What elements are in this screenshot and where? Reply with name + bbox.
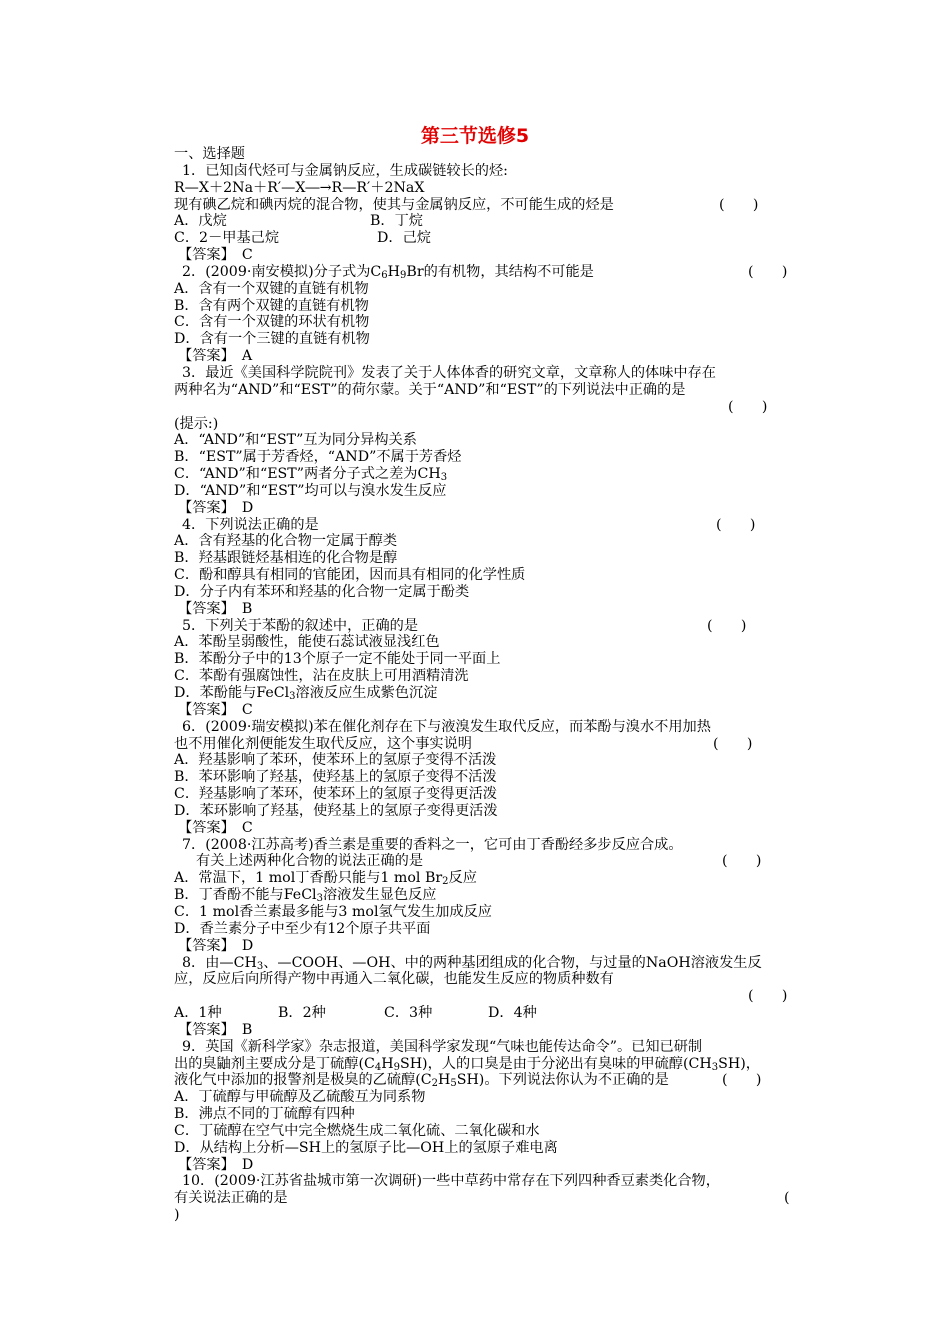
q10-stem: 10．(2009·江苏省盐城市第一次调研)一些中草药中常存在下列四种香豆素类化合物， — [182, 1173, 720, 1190]
q9-stem-3 — [174, 1072, 819, 1089]
q5-option-d-text-1: D．苯酚能与FeCl — [174, 685, 290, 701]
q8-stem-subscript: 3 — [256, 960, 264, 972]
q1-options-ab — [174, 213, 819, 230]
q2-subscript-2: 9 — [400, 269, 407, 281]
q8-option-a: A．1种 — [174, 1005, 222, 1022]
q9-stem-3-text-3: SH)。下列说法你认为不正确的是 — [456, 1072, 669, 1089]
q1-equation: R—X＋2Na＋R′—X―→R—R′＋2NaX — [174, 179, 425, 196]
q2-option-d: D．含有一个三键的直链有机物 — [174, 331, 370, 348]
q9-stem-2-text-1: 出的臭鼬剂主要成分是丁硫醇(C — [174, 1055, 375, 1072]
q9-option-b: B．沸点不同的丁硫醇有四种 — [174, 1106, 355, 1123]
q7-answer: 【答案】 D — [178, 937, 254, 954]
q2-option-a: A．含有一个双键的直链有机物 — [174, 280, 369, 297]
q8-stem-text-2: 、—COOH、—OH、中的两种基团组成的化合物，与过量的NaOH溶液发生反 — [263, 954, 762, 971]
q7-option-b — [174, 887, 819, 904]
page-title: 第三节选修5 — [420, 125, 530, 147]
q9-subscript-1: 4 — [374, 1061, 382, 1073]
q9-subscript-5: 5 — [450, 1078, 457, 1090]
q9-stem-3-text-1: 液化气中添加的报警剂是极臭的乙硫醇(C — [174, 1072, 432, 1089]
q4-option-d: D．分子内有苯环和羟基的化合物一定属于酚类 — [174, 583, 470, 600]
q1-option-d: D．己烷 — [377, 230, 431, 247]
q6-answer: 【答案】 C — [178, 819, 253, 836]
q6-option-b: B．苯环影响了羟基，使羟基上的氢原子变得不活泼 — [174, 769, 497, 786]
q6-stem: 6．(2009·瑞安模拟)苯在催化剂存在下与液溴发生取代反应，而苯酚与溴水不用加热 — [182, 718, 711, 735]
section-heading: 一、选择题 — [174, 146, 245, 162]
q3-answer: 【答案】 D — [178, 499, 254, 516]
q3-option-d: D．“AND”和“EST”均可以与溴水发生反应 — [174, 482, 447, 499]
q9-option-d: D．从结构上分析—SH上的氢原子比—OH上的氢原子难电离 — [174, 1139, 558, 1156]
q2-stem-text-1: 2．(2009·南安模拟)分子式为C — [182, 263, 382, 280]
q6-stem-2-text: 也不用催化剂便能发生取代反应，这个事实说明 — [174, 735, 472, 752]
q9-stem: 9．英国《新科学家》杂志报道，美国科学家发现“气味也能传达命令”。已知已研制 — [182, 1038, 703, 1055]
q4-answer: 【答案】 B — [178, 600, 253, 617]
q9-subscript-4: 2 — [431, 1078, 438, 1090]
q7-option-d: D．香兰素分子中至少有12个原子共平面 — [174, 920, 431, 937]
q8-stem — [174, 955, 819, 972]
q3-stem-2: 两种名为“AND”和“EST”的荷尔蒙。关于“AND”和“EST”的下列说法中正确的是 — [174, 381, 686, 398]
q4-option-c: C．酚和醇具有相同的官能团，因而具有相同的化学性质 — [174, 567, 526, 584]
q7-option-a-text-2: 反应 — [448, 870, 477, 887]
q9-subscript-3: 3 — [711, 1061, 719, 1073]
q7-answer-paren: ( ) — [722, 853, 762, 870]
q9-stem-3-text-2: H — [437, 1072, 451, 1089]
q7-option-a-text-1: A．常温下，1 mol丁香酚只能与1 mol Br — [174, 870, 443, 887]
q1-stem: 1．已知卤代烃可与金属钠反应，生成碳链较长的烃: — [182, 162, 508, 179]
q6-option-a: A．羟基影响了苯环，使苯环上的氢原子变得不活泼 — [174, 752, 497, 769]
q8-option-b: B．2种 — [278, 1005, 326, 1022]
q7-stem-2-text: 有关上述两种化合物的说法正确的是 — [196, 853, 424, 870]
q7-stem-2 — [174, 853, 819, 870]
q9-answer: 【答案】 D — [178, 1156, 254, 1173]
q7-option-c: C．1 mol香兰素最多能与3 mol氢气发生加成反应 — [174, 903, 492, 920]
q9-stem-2-text-2: H — [381, 1055, 394, 1072]
q8-option-d: D．4种 — [488, 1005, 537, 1022]
q4-option-a: A．含有羟基的化合物一定属于醇类 — [174, 533, 398, 550]
q8-stem-text-1: 8．由—CH — [182, 954, 257, 971]
q5-option-a: A．苯酚呈弱酸性，能使石蕊试液显浅红色 — [174, 634, 440, 651]
q3-answer-paren: ( ) — [728, 398, 768, 415]
q1-option-c: C．2－甲基己烷 — [174, 230, 280, 247]
q3-option-b: B．“EST”属于芳香烃，“AND”不属于芳香烃 — [174, 449, 462, 466]
q1-answer: 【答案】 C — [178, 247, 253, 264]
q9-option-a: A．丁硫醇与甲硫醇及乙硫酸互为同系物 — [174, 1089, 426, 1106]
q4-answer-paren: ( ) — [716, 516, 756, 533]
q5-stem — [174, 618, 819, 635]
q7-option-b-text-2: 溶液发生显色反应 — [322, 887, 437, 904]
q1-stem-2-text: 现有碘乙烷和碘丙烷的混合物，使其与金属钠反应，不可能生成的烃是 — [174, 196, 614, 213]
q6-answer-paren: ( ) — [713, 735, 753, 752]
q7-option-a — [174, 870, 819, 887]
q5-option-d — [174, 685, 819, 702]
q9-option-c: C．丁硫醇在空气中完全燃烧生成二氧化硫、二氧化碳和水 — [174, 1122, 540, 1139]
q3-option-c-text: C．“AND”和“EST”两者分子式之差为CH — [174, 466, 441, 483]
q2-stem — [174, 264, 819, 281]
q4-stem-text: 4．下列说法正确的是 — [182, 516, 319, 533]
q2-answer-paren: ( ) — [748, 263, 788, 280]
q8-answer-paren: ( ) — [748, 988, 788, 1005]
q8-options — [174, 1005, 819, 1022]
q2-option-b: B．含有两个双键的直链有机物 — [174, 297, 369, 314]
q2-option-c: C．含有一个双键的环状有机物 — [174, 314, 370, 331]
q3-option-c — [174, 466, 819, 483]
q9-stem-2 — [174, 1056, 819, 1073]
q2-answer: 【答案】 A — [178, 348, 253, 365]
q9-stem-2-text-3: SH)，人的口臭是由于分泌出有臭味的甲硫醇(CH — [399, 1055, 712, 1072]
q5-option-b: B．苯酚分子中的13个原子一定不能处于同一平面上 — [174, 651, 501, 668]
q5-option-d-text-2: 溶液反应生成紫色沉淀 — [295, 685, 438, 701]
q8-answer: 【答案】 B — [178, 1021, 253, 1038]
q7-option-b-subscript: 3 — [316, 893, 323, 905]
q9-answer-paren: ( ) — [722, 1072, 762, 1089]
q7-option-b-text-1: B．丁香酚不能与FeCl — [174, 887, 317, 904]
q3-stem: 3．最近《美国科学院院刊》发表了关于人体体香的研究文章，文章称人的体味中存在 — [182, 364, 716, 381]
q4-stem — [174, 517, 819, 534]
q4-option-b: B．羟基跟链烃基相连的化合物是醇 — [174, 550, 398, 567]
q10-paren-open: ( — [784, 1190, 790, 1207]
q6-option-d: D．苯环影响了羟基，使羟基上的氢原子变得更活泼 — [174, 802, 498, 819]
q1-option-a: A．戊烷 — [174, 213, 227, 230]
q10-stem-2-text: 有关说法正确的是 — [174, 1190, 288, 1207]
q5-stem-text: 5．下列关于苯酚的叙述中，正确的是 — [182, 617, 419, 634]
q2-stem-text-3: Br的有机物，其结构不可能是 — [406, 263, 594, 280]
q5-answer: 【答案】 C — [178, 701, 253, 718]
q3-paren-line — [174, 399, 819, 416]
q1-answer-paren: ( ) — [719, 196, 759, 213]
q7-stem: 7．(2008·江苏高考)香兰素是重要的香料之一，它可由丁香酚经多步反应合成。 — [182, 836, 683, 853]
q1-stem-2 — [174, 197, 819, 214]
q10-paren-close: ) — [174, 1207, 180, 1224]
q8-paren-line — [174, 988, 819, 1005]
q9-subscript-2: 9 — [393, 1061, 400, 1073]
q1-option-b: B．丁烷 — [370, 213, 423, 230]
q6-option-c: C．羟基影响了苯环，使苯环上的氢原子变得更活泼 — [174, 786, 497, 803]
q5-answer-paren: ( ) — [707, 617, 747, 634]
q8-stem-2: 应，反应后向所得产物中再通入二氧化碳，也能发生反应的物质种数有 — [174, 971, 614, 988]
q1-options-cd — [174, 230, 819, 247]
q8-option-c: C．3种 — [384, 1005, 433, 1022]
q3-hint: (提示:) — [174, 415, 219, 432]
q5-option-c: C．苯酚有强腐蚀性，沾在皮肤上可用酒精清洗 — [174, 668, 469, 685]
q3-option-a: A．“AND”和“EST”互为同分异构关系 — [174, 432, 417, 449]
question-list — [174, 146, 819, 1224]
q3-option-c-subscript: 3 — [440, 472, 448, 484]
q6-stem-2 — [174, 736, 819, 753]
q5-option-d-subscript: 3 — [289, 691, 296, 702]
q10-stem-2 — [174, 1190, 819, 1207]
q7-option-a-subscript: 2 — [442, 876, 449, 888]
q2-stem-text-2: H — [387, 263, 401, 280]
q9-stem-2-text-4: SH)， — [718, 1055, 760, 1072]
q2-subscript-1: 6 — [381, 269, 388, 281]
